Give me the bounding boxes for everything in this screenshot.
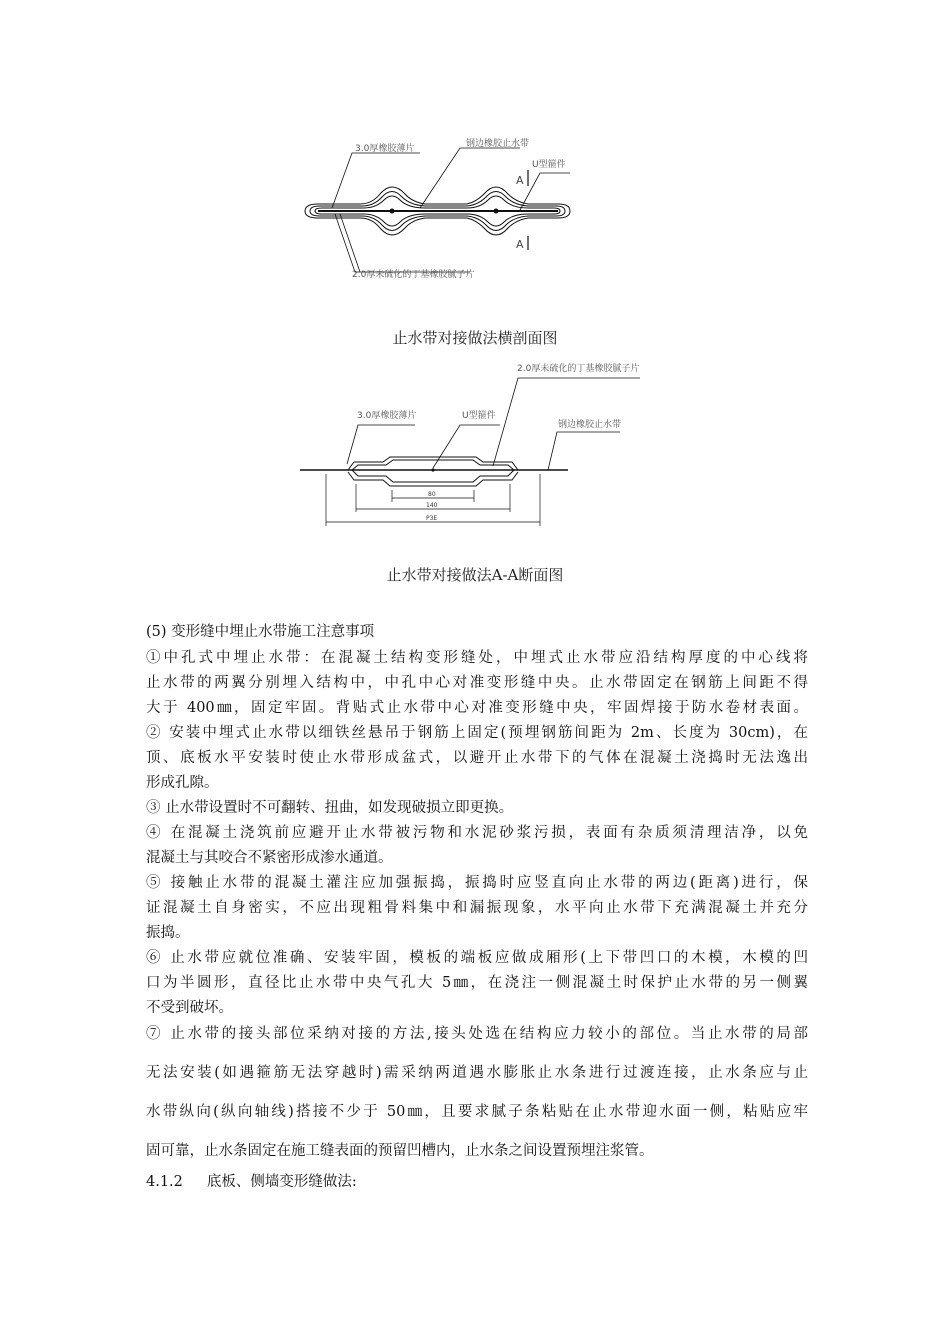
section-title: 底板、侧墙变形缝做法: bbox=[206, 1174, 357, 1190]
paragraph-line: 顶、底板水平安装时使止水带形成盆式，以避开止水带下的气体在混凝土浇捣时无法逸出 bbox=[146, 750, 808, 766]
figure1-caption: 止水带对接做法横剖面图 bbox=[392, 329, 558, 347]
section-marker-a-top: A bbox=[516, 174, 524, 187]
label-putty-sheet: 2.0厚未硫化的丁基橡胶腻子片 bbox=[352, 270, 475, 280]
figure2-caption: 止水带对接做法A-A断面图 bbox=[386, 566, 564, 584]
dimension-middle: 140 bbox=[426, 502, 438, 509]
figure-aa-section bbox=[0, 360, 950, 540]
paragraph-line: ④ 在混凝土浇筑前应避开止水带被污物和水泥砂浆污损，表面有杂质须清理洁净，以免 bbox=[146, 825, 808, 841]
section-heading bbox=[146, 1170, 357, 1191]
paragraph-line: ①中孔式中埋止水带：在混凝土结构变形缝处，中埋式止水带应沿结构厚度的中心线将 bbox=[146, 650, 808, 666]
paragraph-line: 止水带的两翼分别埋入结构中，中孔中心对准变形缝中央。止水带固定在钢筋上间距不得 bbox=[146, 675, 808, 691]
label-rubber-sheet: 3.0厚橡胶薄片 bbox=[355, 144, 415, 154]
label-rubber-sheet-2: 3.0厚橡胶薄片 bbox=[357, 411, 417, 421]
paragraph-line: 水带纵向(纵向轴线)搭接不少于 50㎜，且要求腻子条粘贴在止水带迎水面一侧，粘贴应牢 bbox=[146, 1104, 808, 1120]
paragraph-line: 固可靠，止水条固定在施工缝表面的预留凹槽内，止水条之间设置预埋注浆管。 bbox=[146, 1143, 654, 1159]
paragraph-line: 证混凝土自身密实，不应出现粗骨料集中和漏振现象，水平向止水带下充满混凝土并充分 bbox=[146, 900, 808, 916]
paragraph-line: ⑥ 止水带应就位准确、安装牢固，模板的端板应做成厢形(上下带凹口的木模，木模的凹 bbox=[146, 950, 808, 966]
label-steel-edge-waterstop-2: 钢边橡胶止水带 bbox=[558, 420, 622, 430]
paragraph-line: ② 安装中埋式止水带以细铁丝悬吊于钢筋上固定(预埋钢筋间距为 2m、长度为 30cm)，在 bbox=[146, 725, 808, 741]
paragraph-line: 大于 400㎜，固定牢固。背贴式止水带中心对准变形缝中央，牢固焊接于防水卷材表面。 bbox=[146, 700, 808, 716]
paragraph-line: 振捣。 bbox=[146, 925, 190, 941]
paragraph-line: 混凝土与其咬合不紧密形成渗水通道。 bbox=[146, 850, 393, 866]
label-steel-edge-waterstop: 钢边橡胶止水带 bbox=[466, 139, 530, 149]
paragraph-line: ⑤ 接触止水带的混凝土灌注应加强振捣，振捣时应竖直向止水带的两边(距离)进行，保 bbox=[146, 875, 808, 891]
paragraph-line: ③ 止水带设置时不可翻转、扭曲，如发现破损立即更换。 bbox=[146, 800, 514, 816]
section-marker-a-bottom: A bbox=[516, 238, 524, 251]
label-u-clip-2: U型箍件 bbox=[462, 411, 496, 421]
dimension-inner: 80 bbox=[428, 491, 436, 498]
label-putty-sheet-2: 2.0厚未硫化的丁基橡胶腻子片 bbox=[517, 364, 640, 374]
paragraph-line: 不受到破坏。 bbox=[146, 1000, 233, 1016]
dimension-overall: P3E bbox=[426, 515, 438, 522]
label-u-clip: U型箍件 bbox=[532, 160, 566, 170]
paragraph-line: 形成孔隙。 bbox=[146, 775, 219, 791]
paragraph-line: ⑦ 止水带的接头部位采纳对接的方法,接头处选在结构应力较小的部位。当止水带的局部 bbox=[146, 1026, 808, 1042]
section-number: 4.1.2 bbox=[146, 1174, 183, 1190]
notes-heading: (5) 变形缝中埋止水带施工注意事项 bbox=[146, 624, 375, 640]
paragraph-line: 无法安装(如遇箍筋无法穿越时)需采纳两道遇水膨胀止水条进行过渡连接，止水条应与止 bbox=[146, 1065, 808, 1081]
paragraph-line: 口为半圆形，直径比止水带中央气孔大 5㎜，在浇注一侧混凝土时保护止水带的另一侧翼 bbox=[146, 975, 808, 991]
